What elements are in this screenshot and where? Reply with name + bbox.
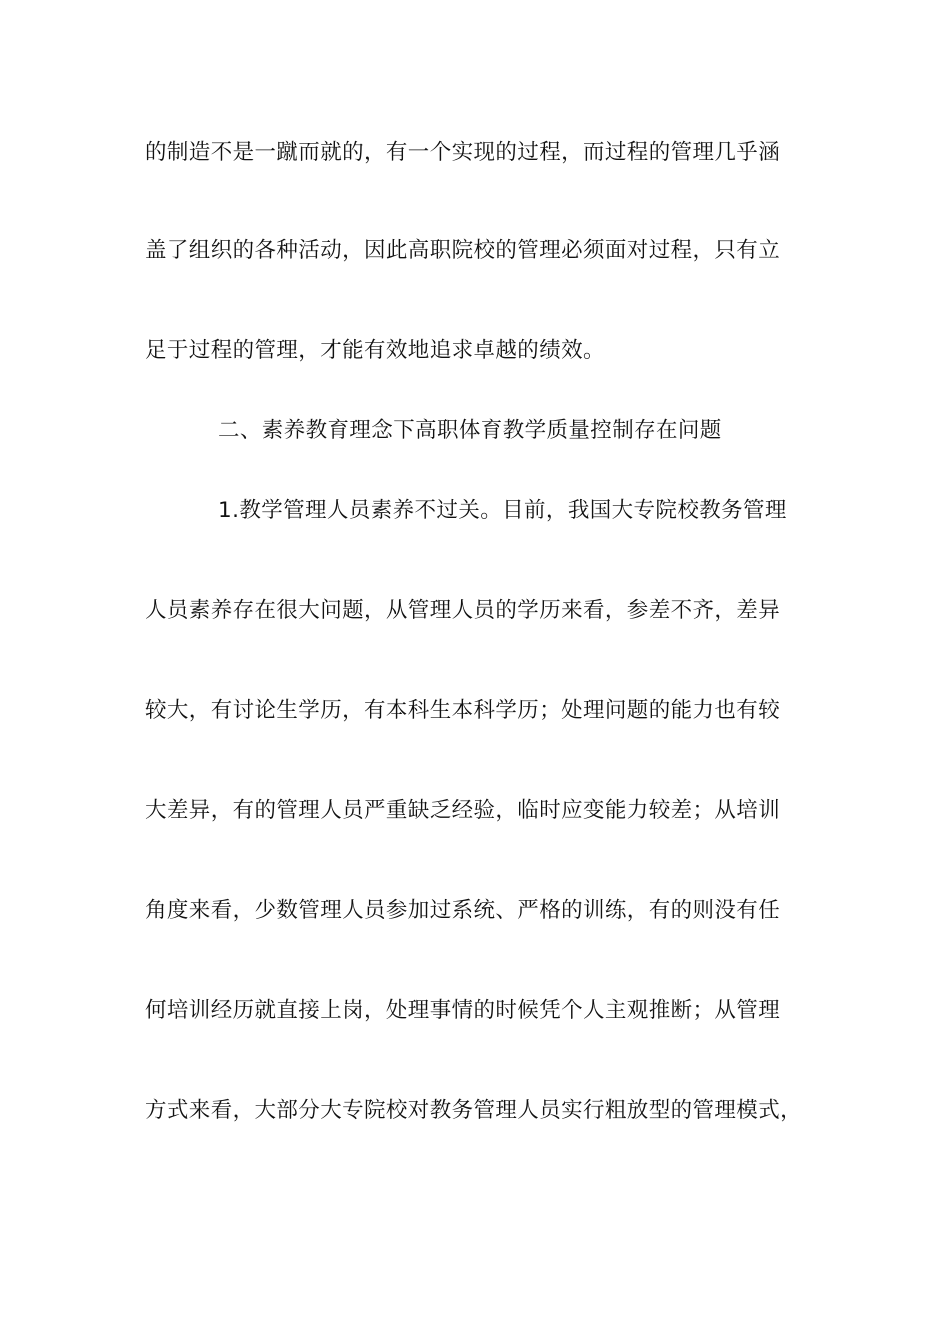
section-heading: 二、素养教育理念下高职体育教学质量控制存在问题 xyxy=(218,418,722,443)
text-line: 的制造不是一蹴而就的，有一个实现的过程，而过程的管理几乎涵 xyxy=(145,140,781,165)
text-line: 足于过程的管理，才能有效地追求卓越的绩效。 xyxy=(145,338,605,363)
paragraph-line: 角度来看，少数管理人员参加过系统、严格的训练，有的则没有任 xyxy=(145,898,781,923)
paragraph-first-line: 1.教学管理人员素养不过关。目前，我国大专院校教务管理 xyxy=(218,498,787,523)
paragraph-line: 人员素养存在很大问题，从管理人员的学历来看，参差不齐，差异 xyxy=(145,598,781,623)
paragraph-line: 较大，有讨论生学历，有本科生本科学历；处理问题的能力也有较 xyxy=(145,698,781,723)
paragraph-line: 何培训经历就直接上岗，处理事情的时候凭个人主观推断；从管理 xyxy=(145,998,781,1023)
paragraph-line: 方式来看，大部分大专院校对教务管理人员实行粗放型的管理模式， xyxy=(145,1098,803,1123)
paragraph-line: 大差异，有的管理人员严重缺乏经验，临时应变能力较差；从培训 xyxy=(145,798,781,823)
text-line: 盖了组织的各种活动，因此高职院校的管理必须面对过程，只有立 xyxy=(145,238,781,263)
